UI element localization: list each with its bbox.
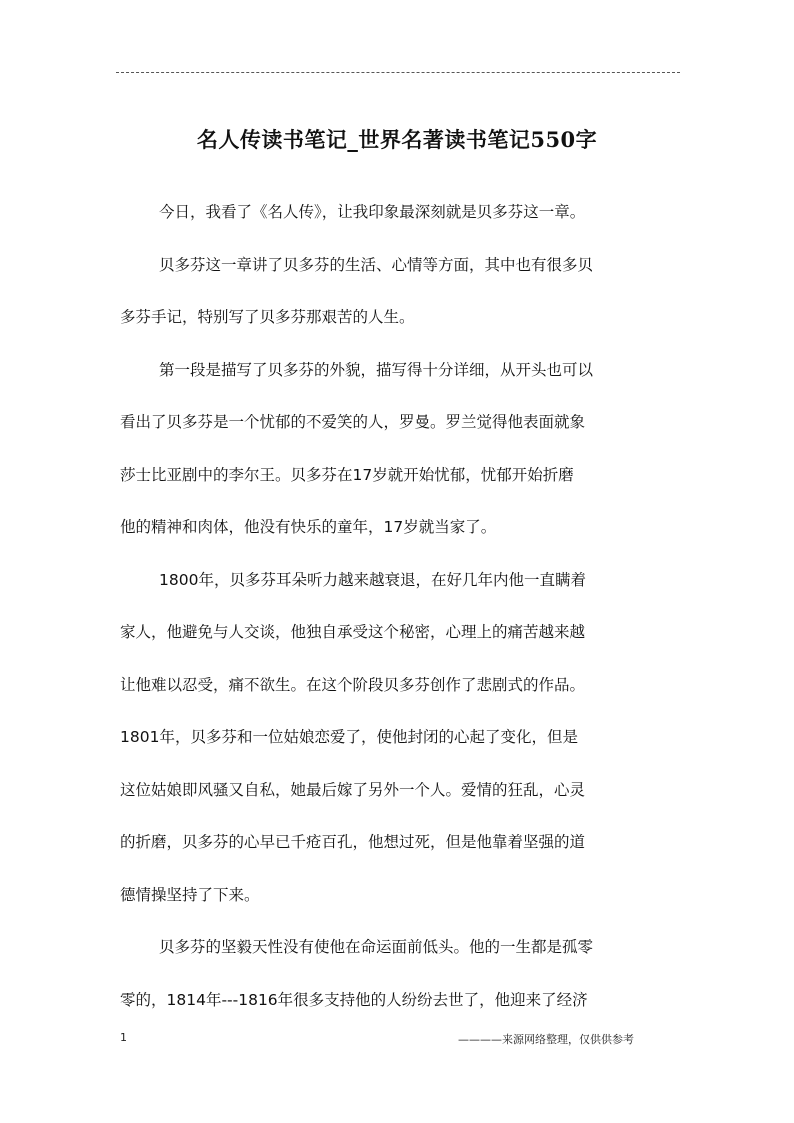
text-line: 的折磨，贝多芬的心早已千疮百孔，他想过死，但是他靠着坚强的道 <box>120 833 586 851</box>
text-line: 他的精神和肉体，他没有快乐的童年，17岁就当家了。 <box>120 518 497 536</box>
footer-page-number: 1 <box>120 1031 127 1044</box>
text-line: 莎士比亚剧中的李尔王。贝多芬在17岁就开始忧郁，忧郁开始折磨 <box>120 465 574 484</box>
text-line: 1801年，贝多芬和一位姑娘恋爱了，使他封闭的心起了变化，但是 <box>120 728 578 746</box>
header-dashed-rule <box>116 72 680 73</box>
text-line: 贝多芬这一章讲了贝多芬的生活、心情等方面，其中也有很多贝 <box>159 255 594 274</box>
footer-source-note: ————来源网络整理，仅供供参考 <box>458 1033 634 1046</box>
text-line: 德情操坚持了下来。 <box>120 885 260 904</box>
text-line: 今日，我看了《名人传》，让我印象最深刻就是贝多芬这一章。 <box>159 203 586 221</box>
text-line: 让他难以忍受，痛不欲生。在这个阶段贝多芬创作了悲剧式的作品。 <box>120 675 586 694</box>
text-line: 家人，他避免与人交谈，他独自承受这个秘密，心理上的痛苦越来越 <box>120 623 586 641</box>
document-title: 名人传读书笔记_世界名著读书笔记550字 <box>196 127 598 152</box>
text-line: 看出了贝多芬是一个忧郁的不爱笑的人，罗曼。罗兰觉得他表面就象 <box>120 413 586 431</box>
text-line: 1800年，贝多芬耳朵听力越来越衰退，在好几年内他一直瞒着 <box>159 570 586 589</box>
text-line: 零的，1814年---1816年很多支持他的人纷纷去世了，他迎来了经济 <box>120 990 588 1009</box>
text-line: 第一段是描写了贝多芬的外貌，描写得十分详细，从开头也可以 <box>159 360 594 379</box>
body-text <box>120 190 680 1030</box>
text-line: 多芬手记，特别写了贝多芬那艰苦的人生。 <box>120 308 415 326</box>
text-line: 这位姑娘即风骚又自私，她最后嫁了另外一个人。爱情的狂乱，心灵 <box>120 780 586 799</box>
text-line: 贝多芬的坚毅天性没有使他在命运面前低头。他的一生都是孤零 <box>159 938 594 956</box>
